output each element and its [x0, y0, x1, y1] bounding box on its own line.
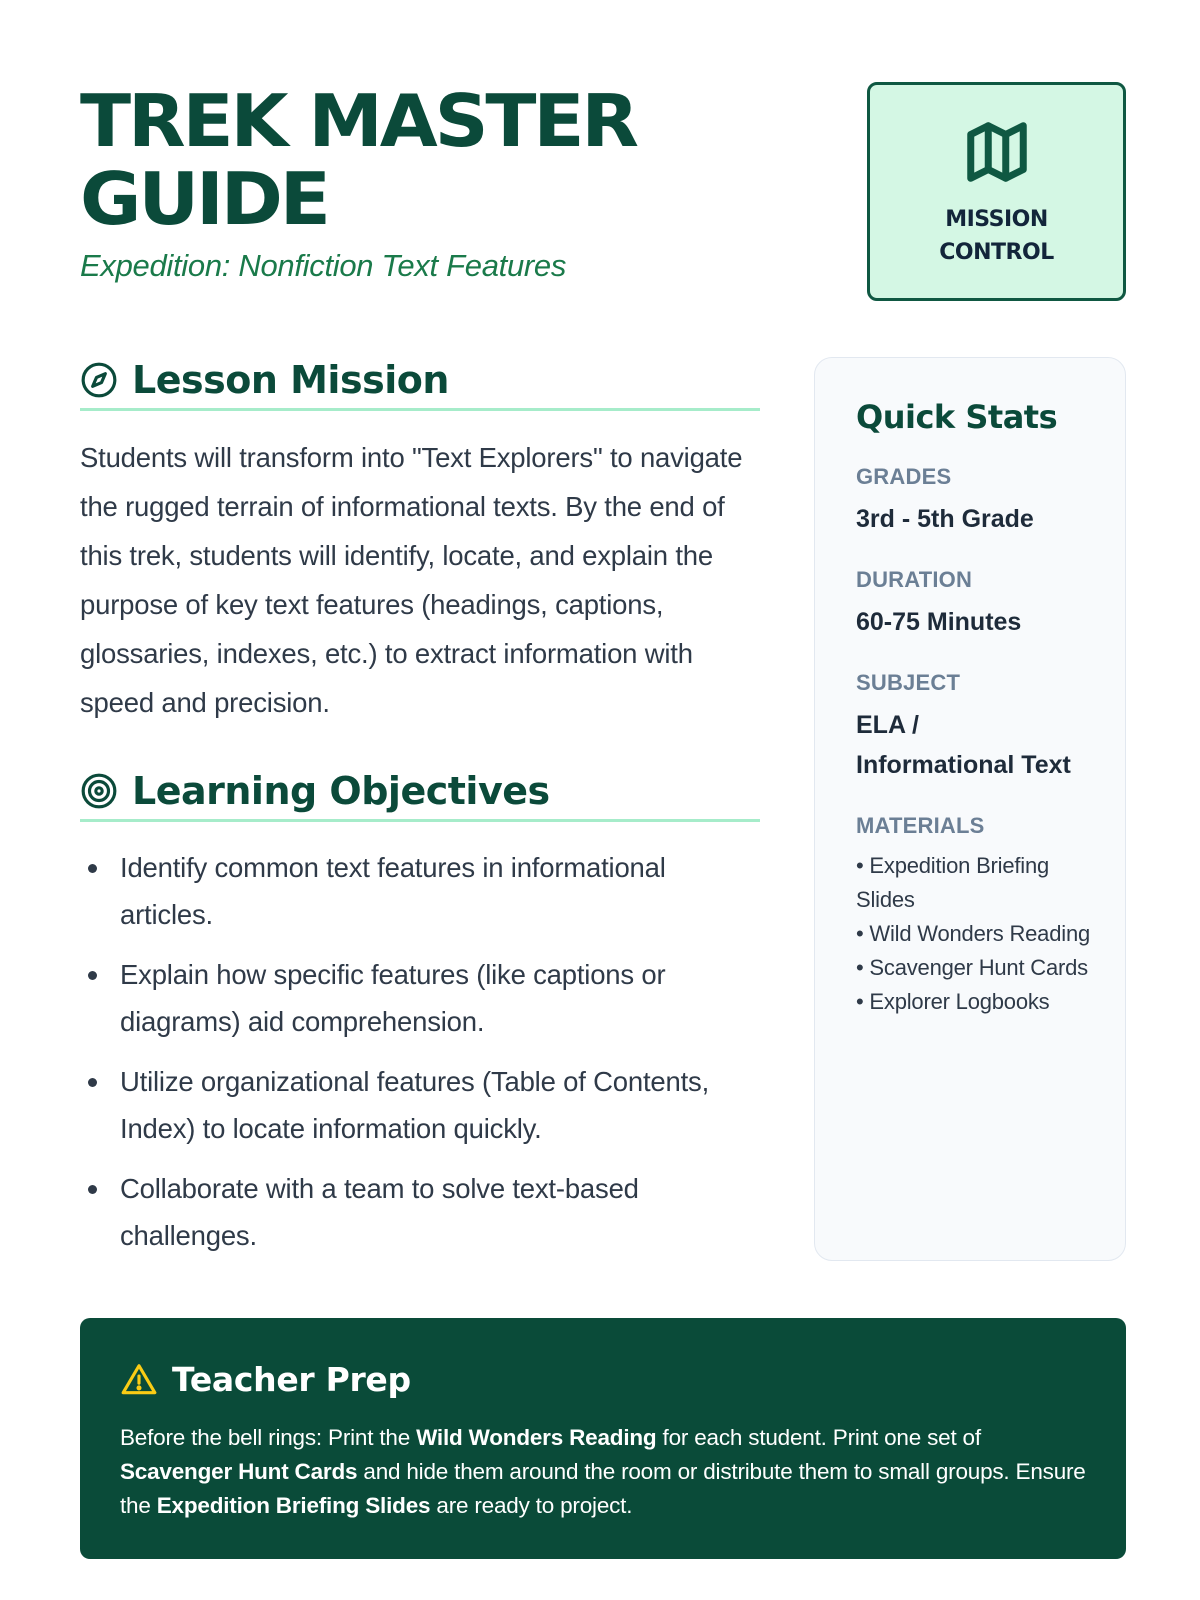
map-icon	[962, 117, 1032, 187]
learning-objectives-section	[80, 769, 760, 1259]
list-item: Identify common text features in informational articles.	[80, 844, 760, 938]
grades-label: GRADES	[856, 464, 952, 489]
list-item: • Wild Wonders Reading	[856, 917, 1097, 951]
list-item: • Explorer Logbooks	[856, 985, 1097, 1019]
quick-stats-title: Quick Stats	[856, 398, 1058, 436]
page-title	[80, 79, 808, 241]
lesson-mission-title: Lesson Mission	[132, 358, 449, 402]
teacher-prep-callout	[80, 1318, 1126, 1559]
compass-icon	[80, 361, 118, 399]
prep-material-1: Wild Wonders Reading	[416, 1425, 657, 1450]
subject-line-2: Informational Text	[856, 751, 1071, 779]
learning-objectives-title: Learning Objectives	[132, 769, 550, 813]
grades-stat	[856, 464, 1097, 539]
lesson-mission-heading	[80, 358, 760, 411]
mission-control-label	[939, 203, 1053, 269]
page-header	[80, 79, 780, 284]
materials-label: MATERIALS	[856, 813, 985, 838]
duration-stat	[856, 567, 1097, 642]
lesson-mission-text: Students will transform into "Text Explorers" to navigate the rugged terrain of informational texts. By the end of this trek, students will identify, locate, and explain the purpose of key text features (headings, captions, glossaries, indexes, etc.) to extract information with speed and precision.	[80, 442, 743, 718]
mission-control-line-1: MISSION	[945, 207, 1048, 232]
prep-text-1: Before the bell rings: Print the	[120, 1425, 417, 1450]
prep-text-4: are ready to project.	[430, 1493, 633, 1518]
target-icon	[80, 772, 118, 810]
grades-value: 3rd - 5th Grade	[856, 505, 1034, 533]
duration-label: DURATION	[856, 567, 973, 592]
list-item: • Scavenger Hunt Cards	[856, 951, 1097, 985]
prep-material-2: Scavenger Hunt Cards	[120, 1459, 358, 1484]
materials-list	[856, 849, 1097, 1019]
title-line-1: TREK MASTER	[80, 79, 636, 163]
list-item: Utilize organizational features (Table of Contents, Index) to locate information quickly.	[80, 1058, 760, 1152]
main-content	[80, 358, 760, 1272]
learning-objectives-heading	[80, 769, 760, 822]
warning-icon	[120, 1361, 158, 1399]
objectives-list	[80, 844, 760, 1259]
teacher-prep-heading	[120, 1360, 1086, 1399]
title-line-2: GUIDE	[80, 157, 328, 241]
prep-material-3: Expedition Briefing Slides	[156, 1493, 431, 1518]
teacher-prep-title: Teacher Prep	[172, 1360, 411, 1399]
quick-stats-panel	[814, 357, 1126, 1261]
prep-text-2: for each student. Print one set of	[656, 1425, 981, 1450]
list-item: • Expedition Briefing Slides	[856, 849, 1097, 917]
subject-label: SUBJECT	[856, 670, 961, 695]
list-item: Collaborate with a team to solve text-based challenges.	[80, 1165, 760, 1259]
subject-value	[856, 705, 1097, 785]
prep-text-3: and hide them around the room or distribute them to small groups. Ensure the	[120, 1459, 1086, 1518]
subject-stat	[856, 670, 1097, 785]
page-subtitle: Expedition: Nonfiction Text Features	[80, 248, 567, 283]
duration-value: 60-75 Minutes	[856, 608, 1022, 636]
mission-control-line-2: CONTROL	[939, 240, 1054, 265]
list-item: Explain how specific features (like captions or diagrams) aid comprehension.	[80, 951, 760, 1045]
materials-stat	[856, 813, 1097, 1019]
subject-line-1: ELA /	[856, 711, 919, 739]
teacher-prep-text	[120, 1421, 1086, 1523]
lesson-mission-section	[80, 358, 760, 727]
mission-control-badge	[867, 82, 1126, 301]
